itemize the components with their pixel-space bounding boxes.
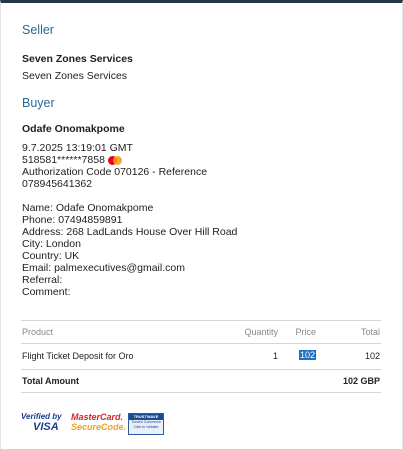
table-top-divider (21, 320, 381, 321)
reference-number: 078945641362 (22, 178, 93, 190)
row-price (299, 350, 316, 360)
seller-heading: Seller (22, 23, 54, 37)
detail-address: Address: 268 LadLands House Over Hill Road (22, 226, 238, 238)
total-amount-label: Total Amount (22, 376, 79, 386)
authorization-code: Authorization Code 070126 - Reference (22, 166, 208, 178)
header-price: Price (295, 327, 316, 337)
row-quantity: 1 (272, 351, 278, 361)
transaction-datetime: 9.7.2025 13:19:01 GMT (22, 142, 133, 154)
row-product: Flight Ticket Deposit for Oro (22, 351, 134, 361)
detail-referral: Referral: (22, 274, 63, 286)
card-number: 518581******7858 (22, 154, 105, 166)
verified-by-visa-logo: Verified by VISA (21, 412, 62, 433)
card-number-line (22, 154, 122, 166)
header-product: Product (22, 327, 54, 337)
detail-comment: Comment: (22, 286, 71, 298)
header-total: Total (360, 327, 380, 337)
mastercard-icon (108, 156, 122, 165)
detail-city: City: London (22, 238, 81, 250)
buyer-heading: Buyer (22, 96, 55, 110)
total-amount-value: 102 GBP (342, 376, 380, 386)
mastercard-securecode-logo: MasterCard. SecureCode. (71, 412, 127, 432)
seller-name: Seven Zones Services (22, 53, 133, 65)
buyer-name: Odafe Onomakpome (22, 123, 125, 135)
row-total: 102 (364, 351, 380, 361)
seller-subname: Seven Zones Services (22, 70, 128, 82)
detail-name: Name: Odafe Onomakpome (22, 202, 154, 214)
row-price-selected: 102 (299, 350, 315, 360)
header-quantity: Quantity (244, 327, 278, 337)
detail-email: Email: palmexecutives@gmail.com (22, 262, 185, 274)
table-header-divider (21, 343, 381, 344)
detail-phone: Phone: 07494859891 (22, 214, 123, 226)
table-bottom-divider (21, 392, 381, 393)
table-row-divider (21, 369, 381, 370)
detail-country: Country: UK (22, 250, 80, 262)
trustwave-seal[interactable]: TRUSTWAVE Trusted Commerce Click to Validate (128, 413, 164, 435)
